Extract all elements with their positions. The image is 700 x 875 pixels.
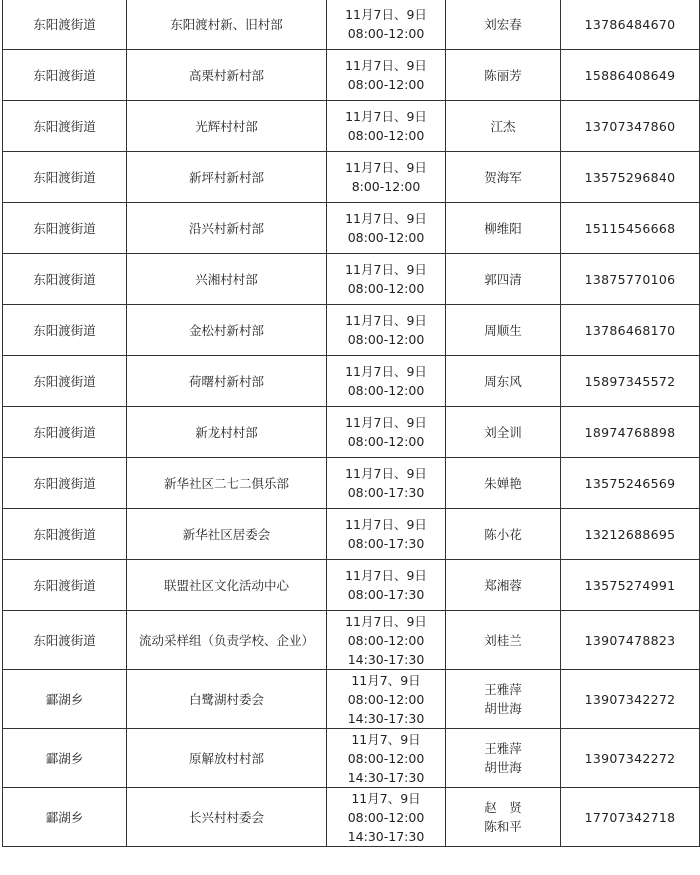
time-cell-line: 8:00-12:00 (351, 179, 421, 194)
contact-cell (446, 50, 561, 101)
contact-cell (446, 101, 561, 152)
area-cell: 东阳渡街道 (3, 0, 127, 50)
time-cell (327, 670, 446, 729)
contact-cell-line: 王雅萍 (484, 741, 522, 756)
site-cell: 白鹭湖村委会 (127, 670, 327, 729)
area-cell: 东阳渡街道 (3, 305, 127, 356)
site-cell: 流动采样组（负责学校、企业） (127, 611, 327, 670)
contact-cell-line: 刘桂兰 (484, 632, 522, 648)
time-cell-line: 11月7日、9日 (345, 313, 427, 328)
time-cell-line: 08:00-12:00 (347, 332, 425, 347)
phone-cell: 13907478823 (561, 611, 700, 670)
area-cell: 东阳渡街道 (3, 152, 127, 203)
time-cell-line: 14:30-17:30 (347, 710, 425, 726)
time-cell-line: 08:00-12:00 (347, 77, 425, 92)
area-cell: 东阳渡街道 (3, 611, 127, 670)
phone-cell: 15886408649 (561, 50, 700, 101)
contact-cell (446, 458, 561, 509)
time-cell-line: 08:00-12:00 (347, 750, 425, 766)
area-cell: 东阳渡街道 (3, 509, 127, 560)
contact-cell (446, 254, 561, 305)
contact-cell (446, 670, 561, 729)
contact-cell (446, 788, 561, 847)
time-cell-line: 11月7日、9日 (345, 58, 427, 73)
contact-cell (446, 305, 561, 356)
time-cell (327, 560, 446, 611)
phone-cell: 18974768898 (561, 407, 700, 458)
phone-cell: 13786484670 (561, 0, 700, 50)
table-row (3, 152, 700, 203)
time-cell-line: 11月7日、9日 (345, 109, 427, 124)
contact-cell-line: 刘宏春 (484, 16, 522, 32)
site-cell: 新龙村村部 (127, 407, 327, 458)
time-cell (327, 152, 446, 203)
contact-cell-line: 郑湘蓉 (484, 577, 522, 593)
contact-cell-line: 贺海军 (484, 169, 522, 185)
contact-cell (446, 611, 561, 670)
site-cell: 新华社区居委会 (127, 509, 327, 560)
time-cell (327, 254, 446, 305)
time-cell-line: 11月7日、9日 (345, 211, 427, 226)
phone-cell: 13875770106 (561, 254, 700, 305)
phone-cell: 13575274991 (561, 560, 700, 611)
site-cell: 金松村新村部 (127, 305, 327, 356)
contact-cell (446, 356, 561, 407)
phone-cell: 13786468170 (561, 305, 700, 356)
table-row (3, 458, 700, 509)
area-cell: 东阳渡街道 (3, 560, 127, 611)
site-cell: 联盟社区文化活动中心 (127, 560, 327, 611)
site-cell: 荷曙村新村部 (127, 356, 327, 407)
time-cell (327, 729, 446, 788)
site-cell: 高栗村新村部 (127, 50, 327, 101)
contact-cell-line: 陈和平 (484, 819, 522, 834)
time-cell-line: 08:00-12:00 (347, 809, 425, 825)
time-cell (327, 356, 446, 407)
contact-cell (446, 509, 561, 560)
contact-cell-line: 赵 贤 (484, 800, 522, 815)
time-cell (327, 203, 446, 254)
table-body (3, 0, 700, 847)
table-row (3, 0, 700, 50)
time-cell-line: 08:00-17:30 (347, 587, 425, 602)
site-cell: 光辉村村部 (127, 101, 327, 152)
site-cell: 沿兴村新村部 (127, 203, 327, 254)
phone-cell: 13575296840 (561, 152, 700, 203)
time-cell (327, 611, 446, 670)
contact-cell (446, 560, 561, 611)
table-row (3, 305, 700, 356)
contact-cell-line: 郭四清 (484, 271, 522, 287)
time-cell-line: 08:00-12:00 (347, 230, 425, 245)
table-row (3, 407, 700, 458)
testing-sites-table (2, 0, 700, 847)
phone-cell: 15897345572 (561, 356, 700, 407)
contact-cell (446, 0, 561, 50)
time-cell-line: 08:00-12:00 (347, 434, 425, 449)
time-cell-line: 11月7日、9日 (345, 160, 427, 175)
time-cell (327, 788, 446, 847)
phone-cell: 13212688695 (561, 509, 700, 560)
phone-cell: 13907342272 (561, 729, 700, 788)
table-row (3, 788, 700, 847)
table-row (3, 50, 700, 101)
contact-cell-line: 周东风 (484, 373, 522, 389)
time-cell-line: 08:00-12:00 (347, 632, 425, 648)
site-cell: 长兴村村委会 (127, 788, 327, 847)
time-cell-line: 11月7、9日 (351, 790, 421, 806)
time-cell-line: 08:00-12:00 (347, 128, 425, 143)
contact-cell-line: 陈丽芳 (484, 67, 522, 83)
table-row (3, 729, 700, 788)
time-cell-line: 08:00-12:00 (347, 383, 425, 398)
area-cell: 酃湖乡 (3, 729, 127, 788)
contact-cell-line: 周顺生 (484, 322, 522, 338)
time-cell-line: 08:00-12:00 (347, 281, 425, 296)
site-cell: 新坪村新村部 (127, 152, 327, 203)
site-cell: 新华社区二七二俱乐部 (127, 458, 327, 509)
time-cell-line: 08:00-17:30 (347, 536, 425, 551)
phone-cell: 13707347860 (561, 101, 700, 152)
time-cell (327, 458, 446, 509)
time-cell-line: 11月7日、9日 (345, 613, 427, 629)
contact-cell-line: 柳维阳 (484, 220, 522, 236)
contact-cell-line: 胡世海 (484, 760, 522, 775)
time-cell-line: 08:00-12:00 (347, 26, 425, 41)
table-row (3, 254, 700, 305)
table-row (3, 203, 700, 254)
contact-cell (446, 407, 561, 458)
time-cell-line: 11月7日、9日 (345, 415, 427, 430)
contact-cell (446, 203, 561, 254)
contact-cell-line: 胡世海 (484, 701, 522, 716)
table-row (3, 670, 700, 729)
time-cell-line: 11月7日、9日 (345, 262, 427, 277)
area-cell: 酃湖乡 (3, 670, 127, 729)
contact-cell-line: 刘全训 (484, 424, 522, 440)
time-cell-line: 08:00-17:30 (347, 485, 425, 500)
phone-cell: 13907342272 (561, 670, 700, 729)
time-cell (327, 509, 446, 560)
area-cell: 东阳渡街道 (3, 356, 127, 407)
table-row (3, 509, 700, 560)
time-cell-line: 08:00-12:00 (347, 691, 425, 707)
time-cell-line: 14:30-17:30 (347, 651, 425, 667)
table-row (3, 101, 700, 152)
site-cell: 兴湘村村部 (127, 254, 327, 305)
contact-cell-line: 江杰 (490, 118, 516, 134)
time-cell (327, 305, 446, 356)
area-cell: 东阳渡街道 (3, 50, 127, 101)
time-cell (327, 407, 446, 458)
time-cell-line: 14:30-17:30 (347, 828, 425, 844)
phone-cell: 15115456668 (561, 203, 700, 254)
table-row (3, 356, 700, 407)
contact-cell-line: 陈小花 (484, 526, 522, 542)
phone-cell: 17707342718 (561, 788, 700, 847)
table-row (3, 560, 700, 611)
time-cell-line: 11月7、9日 (351, 731, 421, 747)
time-cell (327, 50, 446, 101)
area-cell: 东阳渡街道 (3, 254, 127, 305)
area-cell: 东阳渡街道 (3, 101, 127, 152)
time-cell-line: 11月7日、9日 (345, 517, 427, 532)
area-cell: 东阳渡街道 (3, 458, 127, 509)
time-cell-line: 11月7、9日 (351, 672, 421, 688)
time-cell (327, 0, 446, 50)
area-cell: 东阳渡街道 (3, 203, 127, 254)
time-cell-line: 14:30-17:30 (347, 769, 425, 785)
contact-cell (446, 152, 561, 203)
contact-cell-line: 王雅萍 (484, 682, 522, 697)
site-cell: 东阳渡村新、旧村部 (127, 0, 327, 50)
phone-cell: 13575246569 (561, 458, 700, 509)
site-cell: 原解放村村部 (127, 729, 327, 788)
time-cell-line: 11月7日、9日 (345, 466, 427, 481)
area-cell: 东阳渡街道 (3, 407, 127, 458)
area-cell: 酃湖乡 (3, 788, 127, 847)
time-cell-line: 11月7日、9日 (345, 7, 427, 22)
contact-cell (446, 729, 561, 788)
table-row (3, 611, 700, 670)
contact-cell-line: 朱婵艳 (484, 475, 522, 491)
time-cell (327, 101, 446, 152)
time-cell-line: 11月7日、9日 (345, 568, 427, 583)
time-cell-line: 11月7日、9日 (345, 364, 427, 379)
